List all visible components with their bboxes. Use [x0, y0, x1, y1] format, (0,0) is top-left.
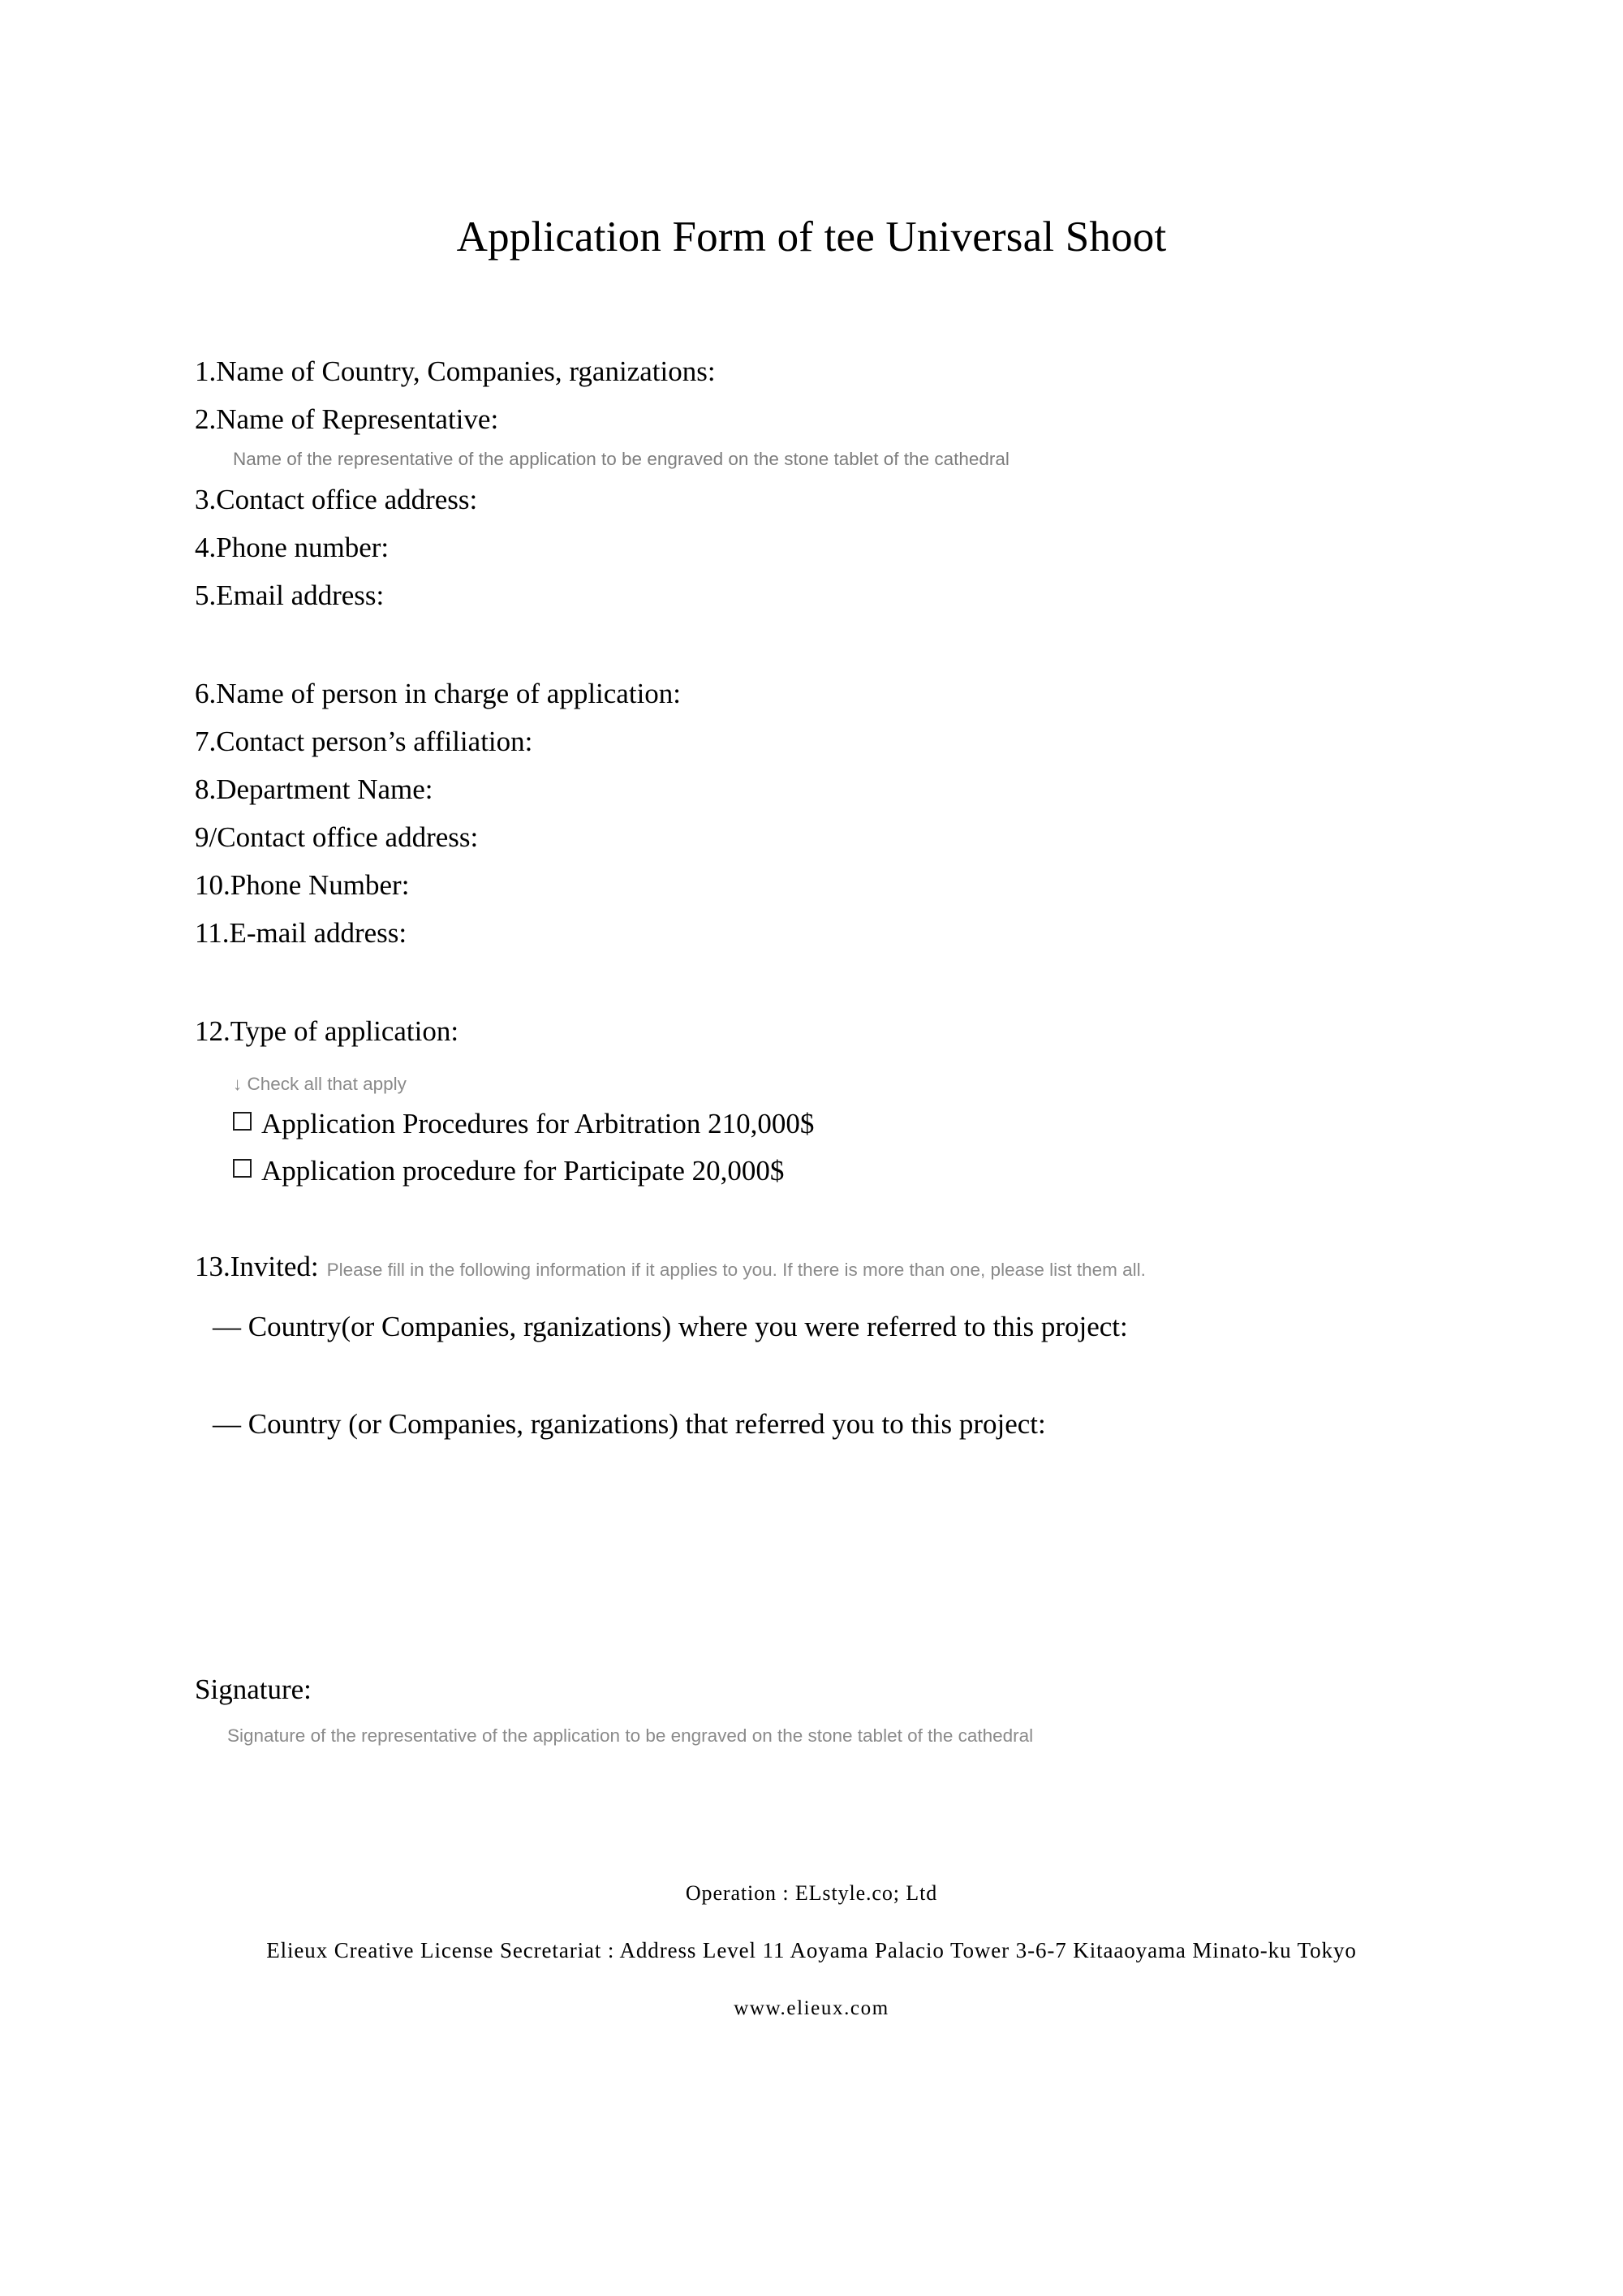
- form-field-contact-office-address: 3.Contact office address:: [195, 484, 478, 515]
- spacer: [195, 1349, 1509, 1402]
- form-field-contact-office-address-2: 9/Contact office address:: [195, 821, 479, 853]
- checkbox-option-label: Application Procedures for Arbitration 210,000$: [261, 1108, 815, 1139]
- form-field-phone-number: 4.Phone number:: [195, 532, 390, 563]
- page-footer: [0, 1881, 1623, 2020]
- form-field-invited: [195, 1245, 1509, 1292]
- spacer: [195, 1055, 1509, 1068]
- checkbox-option-arbitration[interactable]: [233, 1101, 1509, 1148]
- checkbox-option-participate[interactable]: [233, 1148, 1509, 1195]
- form-body: [195, 347, 1509, 1446]
- section-spacer: [195, 1195, 1509, 1245]
- invited-referred-from-line: — Country(or Companies, rganizations) where you were referred to this project:: [213, 1311, 1128, 1342]
- signature-section: [195, 1669, 1509, 1747]
- form-field-department-name: 8.Department Name:: [195, 773, 433, 805]
- page-title: Application Form of tee Universal Shoot: [456, 213, 1167, 261]
- check-all-that-apply-hint: ↓ Check all that apply: [233, 1074, 407, 1094]
- invited-referred-by-line: — Country (or Companies, rganizations) that referred you to this project:: [213, 1408, 1046, 1440]
- invited-label: 13.Invited:: [195, 1251, 319, 1282]
- form-field-email-address: 5.Email address:: [195, 579, 385, 611]
- form-field-type-of-application: 12.Type of application:: [195, 1015, 459, 1047]
- representative-hint-text: Name of the representative of the application to be engraved on the stone tablet of the cathedral: [233, 449, 1010, 469]
- form-field-email-address-2: 11.E-mail address:: [195, 917, 407, 949]
- form-field-name-of-country: 1.Name of Country, Companies, rganizations:: [195, 355, 716, 387]
- section-spacer: [195, 619, 1509, 670]
- footer-website: www.elieux.com: [734, 1997, 889, 2019]
- form-field-contact-person-affiliation: 7.Contact person’s affiliation:: [195, 726, 533, 757]
- checkbox-option-label: Application procedure for Participate 20,000$: [261, 1155, 785, 1187]
- footer-secretariat-address: Elieux Creative License Secretariat : Address Level 11 Aoyama Palacio Tower 3-6-7 Kitaaoyama Minato-ku Tokyo: [266, 1938, 1357, 1962]
- signature-hint-text: Signature of the representative of the application to be engraved on the stone tablet of the cathedral: [227, 1725, 1034, 1746]
- unchecked-checkbox-icon[interactable]: [233, 1112, 252, 1131]
- section-spacer: [195, 957, 1509, 1007]
- unchecked-checkbox-icon[interactable]: [233, 1159, 252, 1178]
- signature-label: Signature:: [195, 1674, 312, 1705]
- footer-operation: Operation : ELstyle.co; Ltd: [685, 1881, 938, 1905]
- spacer: [195, 1292, 1509, 1305]
- form-field-name-of-representative: 2.Name of Representative:: [195, 403, 499, 435]
- invited-note-text: Please fill in the following information if it applies to you. If there is more than one, please list them all.: [326, 1260, 1146, 1280]
- form-field-person-in-charge: 6.Name of person in charge of application:: [195, 678, 682, 709]
- form-field-phone-number-2: 10.Phone Number:: [195, 869, 410, 901]
